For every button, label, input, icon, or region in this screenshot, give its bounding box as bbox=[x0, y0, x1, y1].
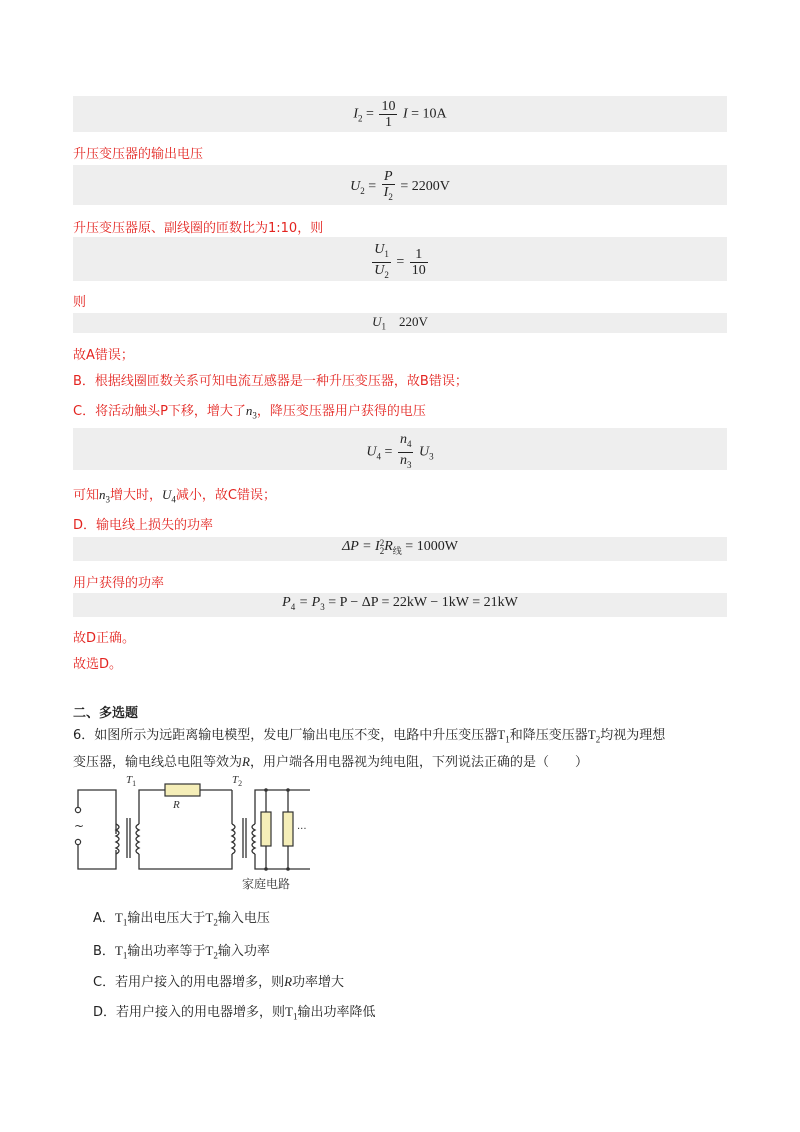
formula-bar-3 bbox=[73, 237, 727, 281]
t1-label: $T_1$ bbox=[126, 774, 137, 788]
circuit-diagram bbox=[70, 772, 315, 894]
text-line-10: 故D正确。 bbox=[73, 631, 136, 646]
formula-bar-1 bbox=[73, 96, 727, 132]
formula-bar-7 bbox=[73, 593, 727, 617]
text-line-11: 故选D。 bbox=[73, 657, 123, 672]
formula-loss: ΔP = I 2 2 $R_线 = 1000W$ bbox=[342, 538, 458, 557]
t2-label: $T_2$ bbox=[232, 774, 243, 788]
junction-dot bbox=[286, 788, 290, 792]
text-line-2: 升压变压器原、副线圈的匝数比为1:10，则 bbox=[73, 221, 324, 236]
option-a[interactable]: A．$T_1$输出电压大于$T_2$输入电压 bbox=[93, 910, 270, 928]
load-resistor-2 bbox=[283, 812, 293, 846]
junction-dot bbox=[286, 867, 290, 871]
text-line-9: 用户获得的功率 bbox=[73, 576, 165, 591]
junction-dot bbox=[264, 867, 268, 871]
section-title: 二、多选题 bbox=[73, 706, 139, 721]
ac-symbol: ~ bbox=[74, 819, 85, 833]
text-line-6: C．将活动触头P下移，增大了$n_3$，降压变压器用户获得的电压 bbox=[73, 403, 426, 421]
terminal-bottom bbox=[75, 839, 80, 844]
question-line-2: 变压器，输电线总电阻等效为R，用户端各用电器视为纯电阻，下列说法正确的是（ ） bbox=[73, 754, 588, 770]
formula-u2: $U_2$ = $\frac{P}{I_2}$ = 2200V bbox=[350, 169, 450, 202]
formula-bar-2 bbox=[73, 165, 727, 205]
text-line-5: B．根据线圈匝数关系可知电流互感器是一种升压变压器，故B错误； bbox=[73, 374, 468, 389]
formula-bar-5 bbox=[73, 428, 727, 470]
formula-u1: $U_1$ 220V bbox=[372, 314, 428, 332]
text-line-8: D．输电线上损失的功率 bbox=[73, 518, 214, 533]
question-line-1: 6．如图所示为远距离输电模型，发电厂输出电压不变，电路中升压变压器$T_1$和降压变压器$T_2$均视为理想 bbox=[73, 727, 666, 745]
formula-ratio: $\frac{U_1}{U_2}$ = $\frac{1}{10}$ bbox=[374, 242, 426, 280]
diagram-caption: 家庭电路 bbox=[242, 877, 291, 891]
option-b[interactable]: B．$T_1$输出功率等于$T_2$输入功率 bbox=[93, 943, 270, 961]
load-resistor-1 bbox=[261, 812, 271, 846]
text-line-7: 可知$n_3$增大时，$U_4$减小，故C错误； bbox=[73, 487, 276, 505]
formula-bar-6 bbox=[73, 537, 727, 561]
formula-i2: $I_2$ = $\frac{10}{1}$ I = 10A bbox=[353, 99, 447, 130]
junction-dot bbox=[264, 788, 268, 792]
formula-bar-4 bbox=[73, 313, 727, 333]
terminal-top bbox=[75, 807, 80, 812]
text-line-1: 升压变压器的输出电压 bbox=[73, 147, 204, 162]
text-line-4: 故A错误； bbox=[73, 348, 134, 363]
text-line-3: 则 bbox=[73, 295, 87, 310]
option-d[interactable]: D．若用户接入的用电器增多，则$T_1$输出功率降低 bbox=[93, 1004, 376, 1022]
option-c[interactable]: C．若用户接入的用电器增多，则R功率增大 bbox=[93, 974, 345, 990]
formula-u4: $U_4$ = $\frac{n_4}{n_3}$ $U_3$ bbox=[366, 432, 434, 470]
circuit-wires bbox=[78, 790, 310, 869]
formula-user-power: $P_4 = P_3 = P - \Delta P = 22kW - 1kW = 21kW$ bbox=[282, 595, 518, 612]
more-loads: ··· bbox=[297, 824, 307, 835]
resistor-label: R bbox=[173, 799, 180, 811]
resistor-r bbox=[165, 784, 200, 796]
